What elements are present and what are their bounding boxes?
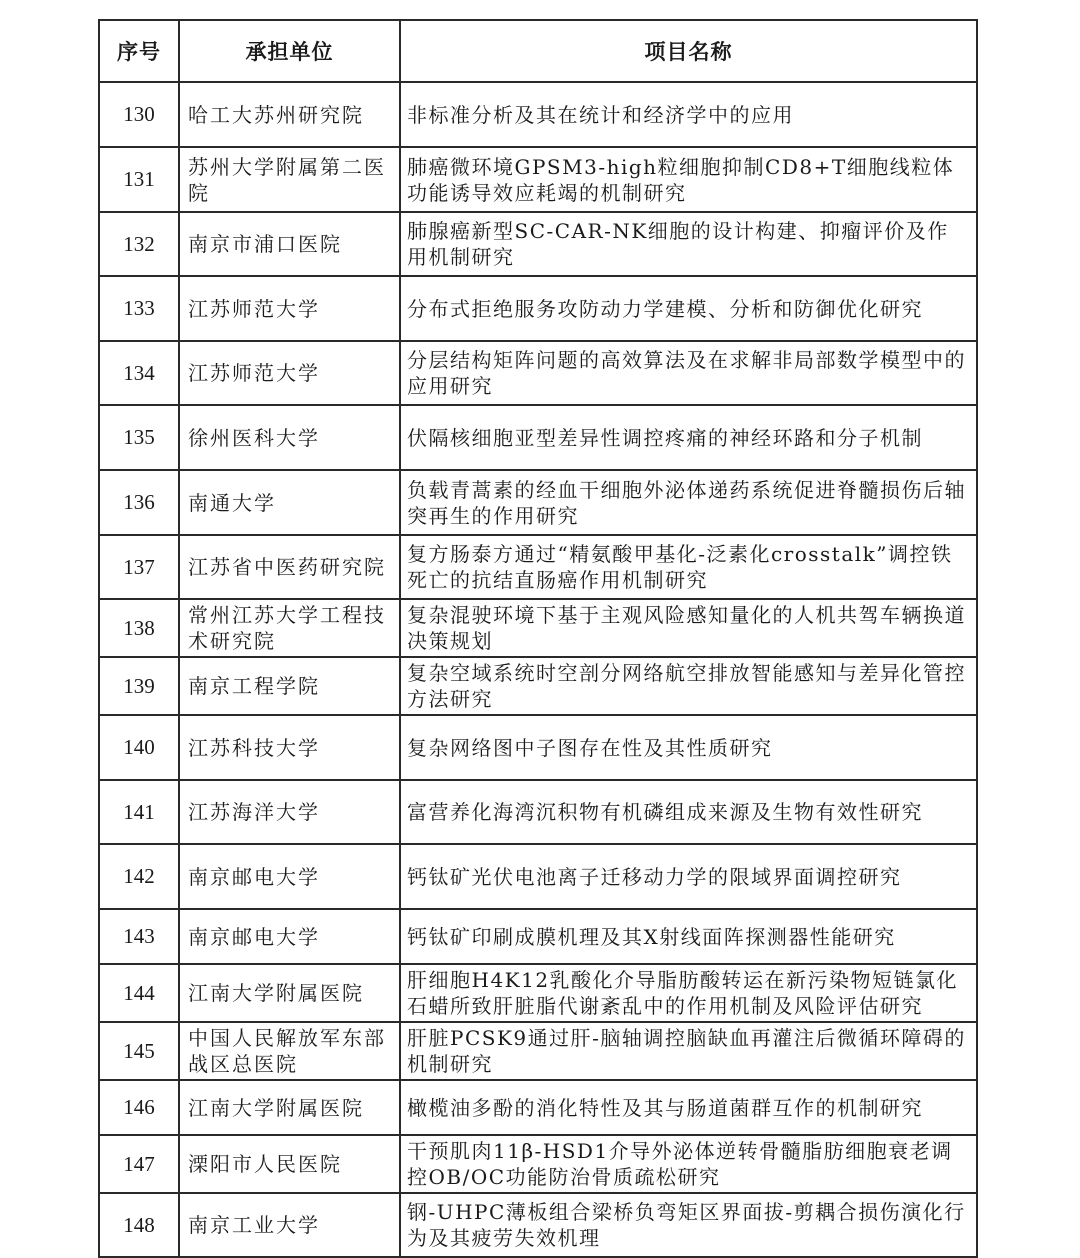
- row-project: 负载青蒿素的经血干细胞外泌体递药系统促进脊髓损伤后轴突再生的作用研究: [400, 470, 977, 535]
- row-project: 富营养化海湾沉积物有机磷组成来源及生物有效性研究: [400, 780, 977, 844]
- table-row: [99, 405, 977, 470]
- table-row: [99, 780, 977, 844]
- header-project: 项目名称: [400, 20, 977, 82]
- table-row: [99, 1193, 977, 1257]
- row-unit: 江苏师范大学: [179, 276, 400, 341]
- table-row: [99, 535, 977, 599]
- row-project: 肝细胞H4K12乳酸化介导脂肪酸转运在新污染物短链氯化石蜡所致肝脏脂代谢紊乱中的作用机制及风险评估研究: [400, 964, 977, 1022]
- row-unit: 江苏师范大学: [179, 341, 400, 405]
- row-unit: 哈工大苏州研究院: [179, 82, 400, 147]
- row-project: 钙钛矿印刷成膜机理及其X射线面阵探测器性能研究: [400, 909, 977, 964]
- row-number: 136: [99, 470, 179, 535]
- table-row: [99, 82, 977, 147]
- row-unit: 中国人民解放军东部战区总医院: [179, 1022, 400, 1080]
- row-number: 132: [99, 212, 179, 276]
- row-number: 134: [99, 341, 179, 405]
- row-unit: 江苏科技大学: [179, 715, 400, 780]
- row-unit: 南京市浦口医院: [179, 212, 400, 276]
- table-row: [99, 657, 977, 715]
- row-unit: 徐州医科大学: [179, 405, 400, 470]
- row-project: 分布式拒绝服务攻防动力学建模、分析和防御优化研究: [400, 276, 977, 341]
- row-project: 复方肠泰方通过“精氨酸甲基化-泛素化crosstalk”调控铁死亡的抗结直肠癌作用机制研究: [400, 535, 977, 599]
- row-number: 142: [99, 844, 179, 909]
- header-unit: 承担单位: [179, 20, 400, 82]
- row-project: 橄榄油多酚的消化特性及其与肠道菌群互作的机制研究: [400, 1080, 977, 1135]
- header-number: 序号: [99, 20, 179, 82]
- row-project: 复杂空域系统时空剖分网络航空排放智能感知与差异化管控方法研究: [400, 657, 977, 715]
- row-unit: 溧阳市人民医院: [179, 1135, 400, 1193]
- row-project: 伏隔核细胞亚型差异性调控疼痛的神经环路和分子机制: [400, 405, 977, 470]
- table-row: [99, 470, 977, 535]
- row-project: 肺腺癌新型SC-CAR-NK细胞的设计构建、抑瘤评价及作用机制研究: [400, 212, 977, 276]
- table-row: [99, 844, 977, 909]
- row-number: 130: [99, 82, 179, 147]
- project-table: [98, 19, 978, 1258]
- table-row: [99, 341, 977, 405]
- header-row: [99, 20, 977, 82]
- row-unit: 苏州大学附属第二医院: [179, 147, 400, 212]
- table-row: [99, 1080, 977, 1135]
- row-number: 139: [99, 657, 179, 715]
- row-unit: 江苏省中医药研究院: [179, 535, 400, 599]
- table-row: [99, 212, 977, 276]
- row-number: 146: [99, 1080, 179, 1135]
- row-number: 147: [99, 1135, 179, 1193]
- table-row: [99, 147, 977, 212]
- row-project: 钢-UHPC薄板组合梁桥负弯矩区界面拔-剪耦合损伤演化行为及其疲劳失效机理: [400, 1193, 977, 1257]
- table-row: [99, 599, 977, 657]
- row-number: 133: [99, 276, 179, 341]
- row-project: 干预肌肉11β-HSD1介导外泌体逆转骨髓脂肪细胞衰老调控OB/OC功能防治骨质疏松研究: [400, 1135, 977, 1193]
- table-row: [99, 1022, 977, 1080]
- row-unit: 江南大学附属医院: [179, 1080, 400, 1135]
- row-unit: 常州江苏大学工程技术研究院: [179, 599, 400, 657]
- row-unit: 南京工业大学: [179, 1193, 400, 1257]
- row-number: 145: [99, 1022, 179, 1080]
- table-row: [99, 964, 977, 1022]
- row-number: 138: [99, 599, 179, 657]
- row-unit: 南京邮电大学: [179, 844, 400, 909]
- row-unit: 南京工程学院: [179, 657, 400, 715]
- row-number: 140: [99, 715, 179, 780]
- row-project: 钙钛矿光伏电池离子迁移动力学的限域界面调控研究: [400, 844, 977, 909]
- row-project: 复杂网络图中子图存在性及其性质研究: [400, 715, 977, 780]
- row-number: 144: [99, 964, 179, 1022]
- row-number: 148: [99, 1193, 179, 1257]
- row-number: 131: [99, 147, 179, 212]
- row-project: 肝脏PCSK9通过肝-脑轴调控脑缺血再灌注后微循环障碍的机制研究: [400, 1022, 977, 1080]
- row-number: 143: [99, 909, 179, 964]
- row-number: 137: [99, 535, 179, 599]
- table-row: [99, 715, 977, 780]
- table-row: [99, 909, 977, 964]
- row-unit: 南通大学: [179, 470, 400, 535]
- table-row: [99, 276, 977, 341]
- table-row: [99, 1135, 977, 1193]
- row-project: 肺癌微环境GPSM3-high粒细胞抑制CD8+T细胞线粒体功能诱导效应耗竭的机制研究: [400, 147, 977, 212]
- row-number: 135: [99, 405, 179, 470]
- row-number: 141: [99, 780, 179, 844]
- row-unit: 南京邮电大学: [179, 909, 400, 964]
- row-project: 分层结构矩阵问题的高效算法及在求解非局部数学模型中的应用研究: [400, 341, 977, 405]
- row-unit: 江苏海洋大学: [179, 780, 400, 844]
- row-project: 复杂混驶环境下基于主观风险感知量化的人机共驾车辆换道决策规划: [400, 599, 977, 657]
- row-unit: 江南大学附属医院: [179, 964, 400, 1022]
- row-project: 非标准分析及其在统计和经济学中的应用: [400, 82, 977, 147]
